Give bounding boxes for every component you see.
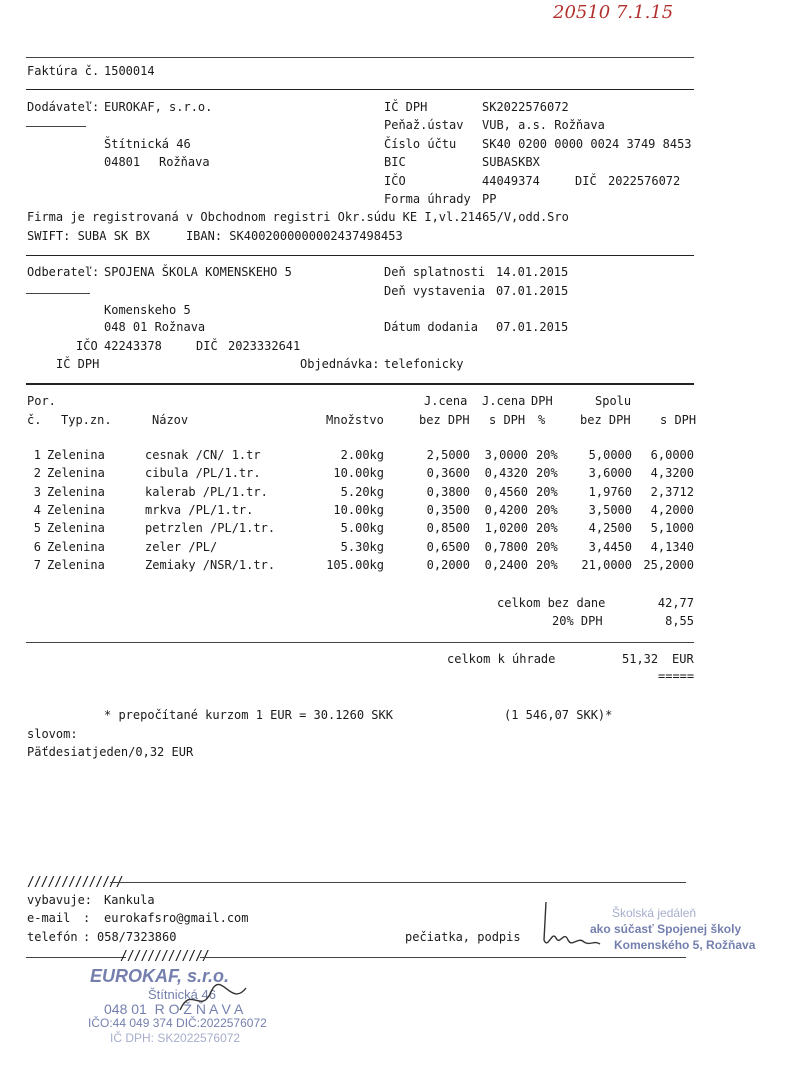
- th-mnozstvo: Množstvo: [326, 413, 384, 427]
- row-vat: 20%: [536, 557, 558, 572]
- row-vat: 20%: [536, 502, 558, 517]
- stamp-customer-line2: ako súčasť Spojenej školy: [590, 922, 742, 936]
- grand-total-underline: =====: [658, 669, 695, 683]
- words-label: slovom:: [27, 727, 78, 741]
- row-total-gross: 25,2000: [643, 557, 694, 572]
- customer-dic-value: 2023332641: [228, 339, 301, 353]
- row-type: Zelenina: [47, 521, 105, 536]
- supplier-label-underline: [26, 126, 86, 127]
- row-unit-net: 0,3800: [426, 484, 470, 499]
- footer-divider: [110, 882, 686, 883]
- grand-total-value: 51,32: [622, 652, 659, 666]
- row-name: mrkva /PL/1.tr.: [145, 502, 254, 517]
- th-jcena1: J.cena: [424, 394, 468, 408]
- row-type: Zelenina: [47, 466, 105, 481]
- row-number: 7: [33, 557, 41, 572]
- row-quantity: 10.00kg: [333, 466, 384, 481]
- row-quantity: 5.00kg: [340, 521, 384, 536]
- row-total-net: 3,6000: [588, 466, 632, 481]
- email-label: e-mail: [27, 911, 71, 925]
- row-type: Zelenina: [47, 484, 105, 499]
- th-bez2: bez DPH: [580, 413, 631, 427]
- grand-total-label: celkom k úhrade: [447, 652, 556, 666]
- row-vat: 20%: [536, 466, 558, 481]
- signature-supplier: [176, 980, 256, 1020]
- order-value: telefonicky: [384, 357, 464, 371]
- phone-label: telefón: [27, 930, 78, 944]
- issued-by-label: vybavuje:: [27, 893, 93, 907]
- delivery-date-value: 07.01.2015: [496, 320, 569, 334]
- vat-total-value: 8,55: [665, 614, 694, 628]
- stamp-customer-line1: Školská jedáleň: [612, 906, 697, 920]
- table-row: [0, 448, 800, 466]
- stamp-supplier-ids: IČO:44 049 374 DIČ:2022576072: [88, 1016, 267, 1030]
- row-total-net: 1,9760: [588, 484, 632, 499]
- phone-colon: :: [83, 930, 91, 944]
- customer-icdph-label: IČ DPH: [56, 357, 100, 371]
- delivery-date-label: Dátum dodania: [384, 320, 478, 334]
- row-total-net: 3,5000: [588, 502, 632, 517]
- th-typ: Typ.zn.: [61, 413, 112, 427]
- stamp-supplier-icdph: IČ DPH: SK2022576072: [110, 1031, 241, 1045]
- row-number: 2: [33, 466, 41, 481]
- ic-dph-label: IČ DPH: [384, 100, 428, 114]
- row-type: Zelenina: [47, 539, 105, 554]
- payment-value: PP: [482, 192, 497, 206]
- row-total-net: 21,0000: [581, 557, 632, 572]
- row-vat: 20%: [536, 539, 558, 554]
- row-number: 1: [33, 448, 41, 462]
- th-s2: s DPH: [660, 413, 697, 427]
- th-pct: %: [538, 413, 546, 427]
- conversion-note: * prepočítané kurzom 1 EUR = 30.1260 SKK: [104, 708, 393, 722]
- table-row: [0, 485, 800, 503]
- ic-dph-value: SK2022576072: [482, 100, 569, 114]
- row-unit-gross: 3,0000: [484, 448, 528, 462]
- bic-value: SUBASKBX: [482, 155, 540, 169]
- stamp-supplier-city: 048 01 R O Ž Ň A V A: [104, 1001, 244, 1017]
- stamp-sign-label: pečiatka, podpis: [405, 930, 521, 944]
- row-unit-net: 2,5000: [426, 448, 470, 462]
- th-jcena2: J.cena: [482, 394, 526, 408]
- footer-bottom-divider-2: [200, 957, 686, 958]
- row-unit-gross: 0,2400: [484, 557, 528, 572]
- vat-total-label: 20% DPH: [552, 614, 603, 628]
- ico-value: 44049374: [482, 174, 540, 188]
- row-total-net: 4,2500: [588, 521, 632, 536]
- row-unit-net: 0,3500: [426, 502, 470, 517]
- row-number: 4: [33, 502, 41, 517]
- issue-date-value: 07.01.2015: [496, 284, 569, 298]
- bank-value: VUB, a.s. Rožňava: [482, 118, 605, 132]
- dic-value: 2022576072: [608, 174, 681, 188]
- supplier-street: Štítnická 46: [104, 137, 191, 151]
- row-unit-net: 0,3600: [426, 466, 470, 481]
- customer-zip-city: 048 01 Rožnava: [104, 320, 206, 334]
- row-unit-gross: 0,7800: [484, 539, 528, 554]
- supplier-city: Rožňava: [159, 155, 210, 169]
- supplier-label: Dodávateľ:: [27, 100, 100, 114]
- table-row: [0, 503, 800, 521]
- row-number: 5: [33, 521, 41, 536]
- row-total-gross: 2,3712: [650, 484, 694, 499]
- dic-label: DIČ: [575, 174, 597, 188]
- customer-label-underline: [26, 293, 90, 294]
- row-total-net: 3,4450: [588, 539, 632, 554]
- order-label: Objednávka:: [300, 357, 380, 371]
- row-total-gross: 4,2000: [650, 502, 694, 517]
- row-vat: 20%: [536, 521, 558, 536]
- invoice-number: 1500014: [104, 64, 155, 78]
- footer-bottom-divider: [26, 957, 126, 958]
- email-colon: :: [83, 911, 91, 925]
- row-number: 6: [33, 539, 41, 554]
- stamp-supplier-name: EUROKAF, s.r.o.: [90, 966, 230, 986]
- bic-label: BIC: [384, 155, 406, 169]
- footer-slashes: //////////////: [27, 875, 123, 890]
- grand-total-currency: EUR: [672, 652, 694, 666]
- supplier-name: EUROKAF, s.r.o.: [104, 100, 213, 114]
- email-value: eurokafsro@gmail.com: [104, 911, 249, 925]
- bank-label: Peňaž.ústav: [384, 118, 464, 132]
- table-row: [0, 521, 800, 539]
- row-vat: 20%: [536, 448, 558, 462]
- stamp-customer-line3: Komenského 5, Rožňava: [614, 938, 756, 952]
- swift-iban-line: SWIFT: SUBA SK BX IBAN: SK4002000000002437498453: [27, 229, 403, 243]
- row-quantity: 10.00kg: [333, 502, 384, 517]
- invoice-divider: [26, 89, 694, 90]
- row-total-gross: 4,1340: [650, 539, 694, 554]
- table-row: [0, 540, 800, 558]
- ico-label: IČO: [384, 174, 406, 188]
- th-bez1: bez DPH: [419, 413, 470, 427]
- th-nazov: Názov: [152, 413, 189, 427]
- row-unit-gross: 0,4200: [484, 502, 528, 517]
- th-s1: s DPH: [489, 413, 526, 427]
- supplier-zip: 04801: [104, 155, 141, 169]
- net-total-value: 42,77: [657, 596, 694, 610]
- customer-street: Komenskeho 5: [104, 303, 191, 317]
- row-name: petrzlen /PL/1.tr.: [145, 521, 276, 536]
- table-row: [0, 466, 800, 484]
- th-spolu: Spolu: [595, 394, 632, 408]
- row-name: zeler /PL/: [145, 539, 218, 554]
- th-por: Por.: [27, 394, 56, 408]
- row-unit-net: 0,6500: [426, 539, 470, 554]
- row-name: cibula /PL/1.tr.: [145, 466, 261, 481]
- payment-label: Forma úhrady: [384, 192, 471, 206]
- due-date-label: Deň splatnosti: [384, 265, 486, 279]
- totals-divider: [26, 642, 694, 643]
- row-unit-net: 0,8500: [426, 521, 470, 536]
- row-name: Zemiaky /NSR/1.tr.: [145, 557, 276, 572]
- row-quantity: 2.00kg: [340, 448, 384, 462]
- account-label: Číslo účtu: [384, 137, 457, 151]
- phone-value: 058/7323860: [97, 930, 177, 944]
- account-value: SK40 0200 0000 0024 3749 8453: [482, 137, 692, 151]
- issue-date-label: Deň vystavenia: [384, 284, 486, 298]
- net-total-label: celkom bez dane: [497, 596, 606, 610]
- stamp-supplier-street: Štítnická 46: [148, 987, 216, 1002]
- row-quantity: 5.20kg: [340, 484, 384, 499]
- row-unit-gross: 1,0200: [484, 521, 528, 536]
- row-total-gross: 4,3200: [650, 466, 694, 481]
- issued-by-value: Kankula: [104, 893, 155, 907]
- row-type: Zelenina: [47, 557, 105, 572]
- customer-ico-label: IČO: [76, 339, 98, 353]
- th-dph: DPH: [531, 394, 553, 408]
- row-unit-net: 0,2000: [426, 557, 470, 572]
- row-total-net: 5,0000: [588, 448, 632, 462]
- row-total-gross: 6,0000: [650, 448, 694, 462]
- supplier-divider: [26, 255, 694, 256]
- row-unit-gross: 0,4560: [484, 484, 528, 499]
- invoice-label: Faktúra č.: [27, 64, 100, 78]
- top-divider: [26, 57, 694, 58]
- customer-dic-label: DIČ: [196, 339, 218, 353]
- registration-note: Firma je registrovaná v Obchodnom registri Okr.súdu KE I,vl.21465/V,odd.Sro: [27, 210, 569, 224]
- row-type: Zelenina: [47, 448, 105, 462]
- th-c: č.: [27, 413, 42, 427]
- table-row: [0, 558, 800, 576]
- row-number: 3: [33, 484, 41, 499]
- handwritten-note: 20510 7.1.15: [553, 2, 674, 23]
- due-date-value: 14.01.2015: [496, 265, 569, 279]
- row-quantity: 5.30kg: [340, 539, 384, 554]
- row-name: kalerab /PL/1.tr.: [145, 484, 268, 499]
- row-total-gross: 5,1000: [650, 521, 694, 536]
- row-quantity: 105.00kg: [326, 557, 384, 572]
- customer-name: SPOJENA ŠKOLA KOMENSKEHO 5: [104, 265, 292, 279]
- table-top-divider: [26, 383, 694, 385]
- words-value: Päťdesiatjeden/0,32 EUR: [27, 745, 194, 759]
- footer-slashes-2: /////////////: [120, 949, 209, 964]
- row-unit-gross: 0,4320: [484, 466, 528, 481]
- row-vat: 20%: [536, 484, 558, 499]
- customer-label: Odberateľ:: [27, 265, 100, 279]
- customer-ico-value: 42243378: [104, 339, 162, 353]
- row-name: cesnak /CN/ 1.tr: [145, 448, 261, 462]
- row-type: Zelenina: [47, 502, 105, 517]
- conversion-value: (1 546,07 SKK)*: [504, 708, 613, 722]
